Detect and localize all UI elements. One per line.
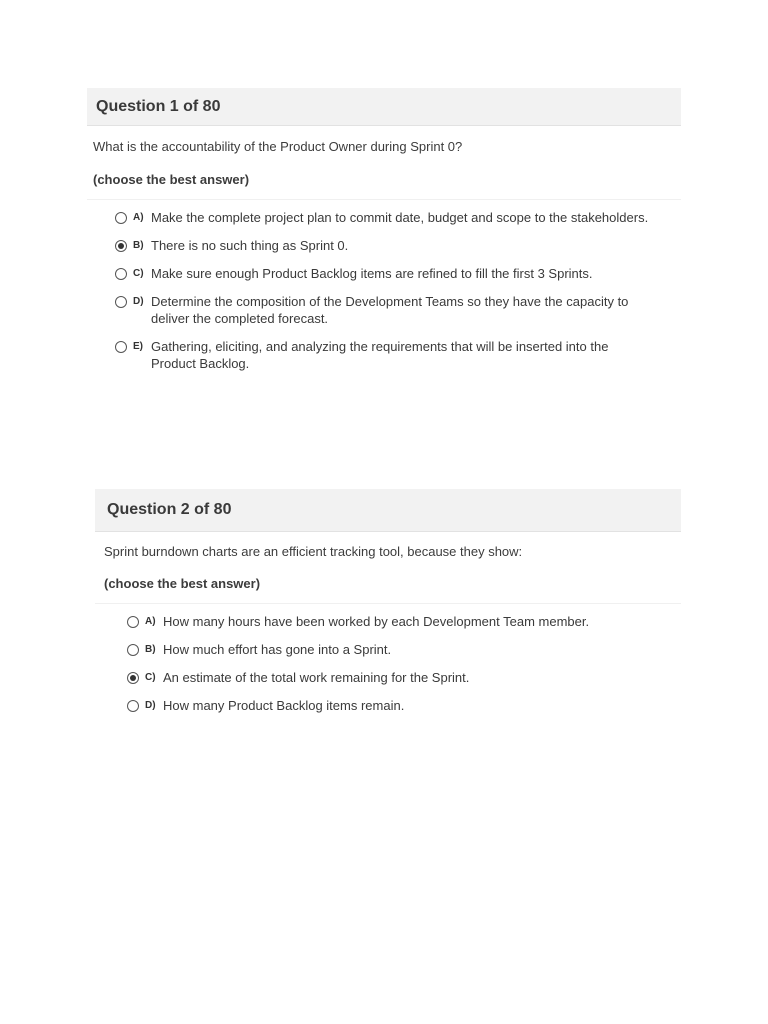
radio-unchecked-icon[interactable] — [127, 644, 139, 656]
option-letter: A) — [133, 212, 144, 223]
option-text: Make sure enough Product Backlog items are refined to fill the first 3 Sprints. — [151, 266, 593, 281]
option-text: How many hours have been worked by each Development Team member. — [163, 614, 590, 629]
answer-option-c[interactable] — [115, 265, 681, 282]
answer-option-d[interactable] — [127, 697, 681, 714]
radio-unchecked-icon[interactable] — [115, 268, 127, 280]
answer-options — [95, 613, 681, 714]
option-letter: C) — [145, 672, 156, 683]
option-text: An estimate of the total work remaining for the Sprint. — [163, 670, 470, 685]
answer-option-a[interactable] — [115, 209, 681, 226]
radio-checked-icon[interactable] — [115, 240, 127, 252]
answer-option-c[interactable] — [127, 669, 681, 686]
radio-unchecked-icon[interactable] — [127, 700, 139, 712]
option-text: Determine the composition of the Development Teams so they have the capacity to deliver the completed forecast. — [151, 294, 629, 326]
question-hint: (choose the best answer) — [104, 576, 261, 591]
option-text: Gathering, eliciting, and analyzing the requirements that will be inserted into the Product Backlog. — [151, 339, 609, 371]
radio-unchecked-icon[interactable] — [127, 616, 139, 628]
radio-unchecked-icon[interactable] — [115, 341, 127, 353]
option-text: There is no such thing as Sprint 0. — [151, 238, 349, 253]
option-letter: C) — [133, 268, 144, 279]
question-2 — [95, 489, 681, 725]
answer-option-b[interactable] — [115, 237, 681, 254]
answer-options — [87, 209, 681, 372]
question-hint: (choose the best answer) — [93, 172, 250, 187]
radio-unchecked-icon[interactable] — [115, 296, 127, 308]
option-letter: D) — [145, 700, 156, 711]
option-letter: B) — [133, 240, 144, 251]
answer-option-e[interactable] — [115, 338, 681, 372]
question-text: What is the accountability of the Product Owner during Sprint 0? — [93, 139, 463, 154]
option-text: How many Product Backlog items remain. — [163, 698, 405, 713]
question-title: Question 1 of 80 — [87, 88, 681, 126]
radio-checked-icon[interactable] — [127, 672, 139, 684]
option-letter: E) — [133, 341, 143, 352]
option-letter: B) — [145, 644, 156, 655]
option-text: Make the complete project plan to commit date, budget and scope to the stakeholders. — [151, 210, 649, 225]
question-text: Sprint burndown charts are an efficient tracking tool, because they show: — [104, 544, 523, 559]
answer-option-d[interactable] — [115, 293, 681, 327]
answer-option-b[interactable] — [127, 641, 681, 658]
option-letter: D) — [133, 296, 144, 307]
question-1 — [87, 88, 681, 383]
option-text: How much effort has gone into a Sprint. — [163, 642, 392, 657]
option-letter: A) — [145, 616, 156, 627]
answer-option-a[interactable] — [127, 613, 681, 630]
divider — [95, 603, 681, 604]
divider — [87, 199, 681, 200]
radio-unchecked-icon[interactable] — [115, 212, 127, 224]
question-title: Question 2 of 80 — [95, 489, 681, 532]
